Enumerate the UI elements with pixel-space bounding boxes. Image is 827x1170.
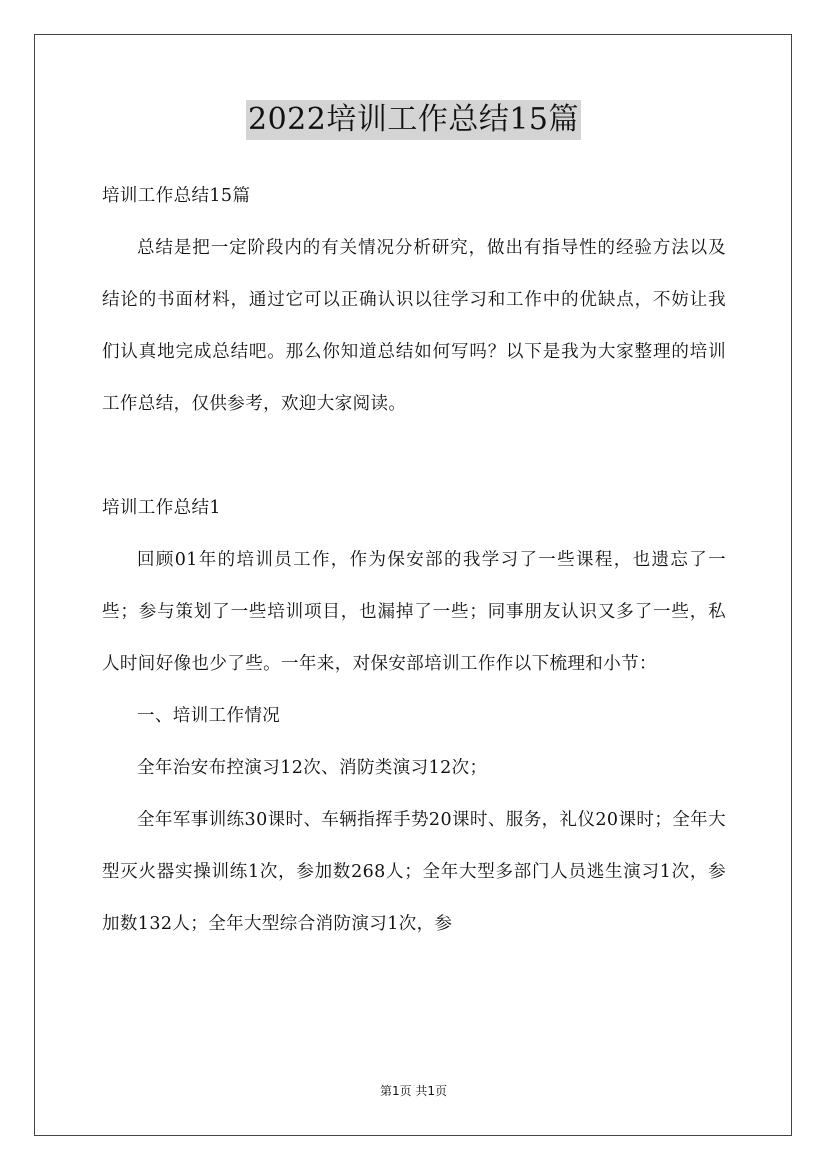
title-container [0, 100, 827, 140]
subtitle-paragraph: 培训工作总结15篇 [102, 186, 251, 206]
document-title: 2022培训工作总结15篇 [246, 100, 581, 140]
paragraph-gap [102, 430, 726, 482]
body-paragraph: 全年治安布控演习12次、消防类演习12次； [137, 758, 488, 778]
page-footer: 第1页 共1页 [379, 1084, 448, 1098]
body-paragraph: 回顾01年的培训员工作，作为保安部的我学习了一些课程，也遗忘了一些；参与策划了一些培训项目，也漏掉了一些；同事朋友认识又多了一些，私人时间好像也少了些。一年来，对保安部培训工作作以下梳理和小节： [102, 550, 726, 674]
section-heading: 培训工作总结1 [102, 498, 221, 518]
document-body [102, 170, 726, 950]
intro-paragraph: 总结是把一定阶段内的有关情况分析研究，做出有指导性的经验方法以及结论的书面材料，通过它可以正确认识以往学习和工作中的优缺点，不妨让我们认真地完成总结吧。那么你知道总结如何写吗？以下是我为大家整理的培训工作总结，仅供参考，欢迎大家阅读。 [102, 238, 726, 414]
body-paragraph: 全年军事训练30课时、车辆指挥手势20课时、服务，礼仪20课时；全年大型灭火器实操训练1次，参加数268人；全年大型多部门人员逃生演习1次，参加数132人；全年大型综合消防演习1次，参 [102, 810, 726, 934]
subsection-heading: 一、培训工作情况 [137, 706, 281, 726]
